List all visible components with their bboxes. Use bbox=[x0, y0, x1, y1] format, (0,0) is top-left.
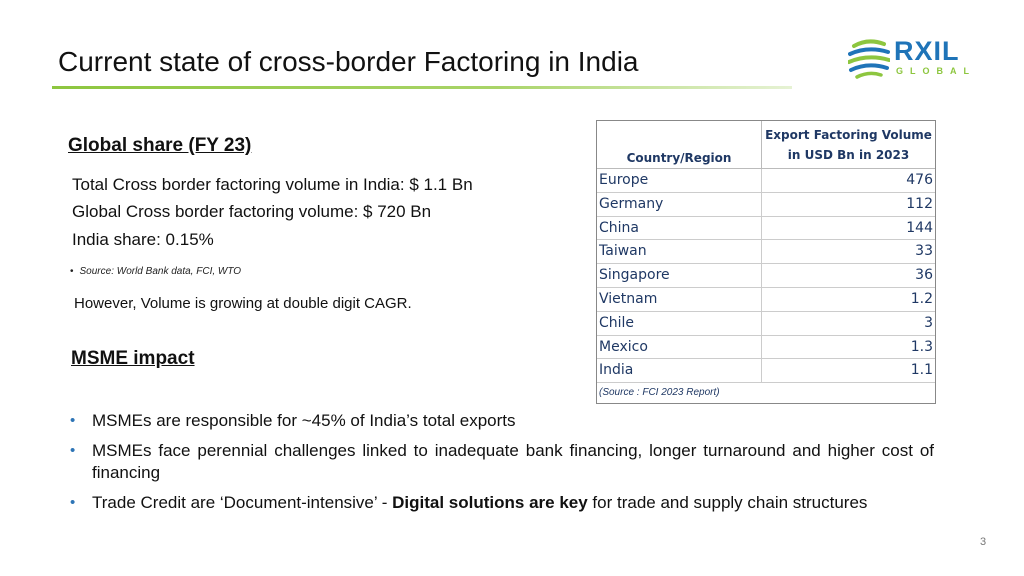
table-row bbox=[597, 336, 935, 360]
msme-impact-heading: MSME impact bbox=[71, 348, 195, 369]
cell-value: 1.3 bbox=[761, 336, 935, 359]
table-row bbox=[597, 169, 935, 193]
table-header bbox=[597, 121, 935, 169]
cell-country: Germany bbox=[599, 195, 664, 212]
table-row bbox=[597, 312, 935, 336]
list-item bbox=[68, 410, 934, 433]
bullet-icon: • bbox=[70, 266, 74, 277]
page-title: Current state of cross-border Factoring in India bbox=[58, 46, 639, 77]
table-row bbox=[597, 193, 935, 217]
bullet-text-pre: Trade Credit are ‘Document-intensive’ - bbox=[92, 492, 393, 512]
cell-value: 1.2 bbox=[761, 288, 935, 311]
column-header-volume-line2: in USD Bn in 2023 bbox=[787, 148, 910, 162]
bullet-text: MSMEs are responsible for ~45% of India’s total exports bbox=[92, 411, 516, 430]
page-number: 3 bbox=[980, 536, 987, 548]
stat-india-share: India share: 0.15% bbox=[72, 230, 214, 249]
stat-india-volume: Total Cross border factoring volume in India: $ 1.1 Bn bbox=[72, 175, 473, 194]
column-header-volume bbox=[761, 121, 935, 168]
export-factoring-table bbox=[596, 120, 936, 404]
stat-global-volume: Global Cross border factoring volume: $ 720 Bn bbox=[72, 202, 432, 221]
cell-country: Mexico bbox=[599, 338, 648, 355]
cell-value: 476 bbox=[761, 169, 935, 192]
global-share-heading: Global share (FY 23) bbox=[68, 135, 252, 156]
cell-value: 36 bbox=[761, 264, 935, 287]
column-header-country: Country/Region bbox=[626, 151, 732, 165]
column-header-volume-line1: Export Factoring Volume bbox=[765, 128, 932, 142]
table-row bbox=[597, 288, 935, 312]
global-share-source bbox=[70, 266, 241, 277]
bullet-text: MSMEs face perennial challenges linked to inadequate bank financing, longer turnaround and higher cost of financing bbox=[92, 440, 934, 482]
cell-country: India bbox=[599, 362, 634, 379]
source-text: Source: World Bank data, FCI, WTO bbox=[79, 266, 242, 277]
cell-country: Taiwan bbox=[599, 243, 647, 260]
list-item bbox=[68, 440, 934, 485]
bullet-text-bold: Digital solutions are key bbox=[392, 492, 588, 512]
globe-icon bbox=[848, 36, 890, 80]
rxil-global-logo bbox=[848, 34, 976, 84]
table-source: (Source : FCI 2023 Report) bbox=[599, 387, 720, 399]
table-row bbox=[597, 240, 935, 264]
title-divider bbox=[52, 86, 792, 89]
msme-bullet-list bbox=[68, 410, 934, 521]
cell-value: 1.1 bbox=[761, 359, 935, 382]
cell-country: Singapore bbox=[599, 267, 670, 284]
logo-wordmark: RXIL bbox=[894, 36, 960, 66]
logo-subtext: GLOBAL bbox=[896, 66, 976, 76]
table-row bbox=[597, 217, 935, 241]
cell-country: China bbox=[599, 219, 639, 236]
cell-value: 33 bbox=[761, 240, 935, 263]
table-row bbox=[597, 359, 935, 383]
growth-note: However, Volume is growing at double digit CAGR. bbox=[74, 295, 412, 312]
cell-value: 144 bbox=[761, 217, 935, 240]
cell-country: Vietnam bbox=[599, 290, 658, 307]
cell-value: 3 bbox=[761, 312, 935, 335]
table-row bbox=[597, 264, 935, 288]
bullet-text-post: for trade and supply chain structures bbox=[587, 492, 868, 512]
cell-value: 112 bbox=[761, 193, 935, 216]
cell-country: Europe bbox=[599, 172, 649, 188]
list-item bbox=[68, 492, 934, 515]
cell-country: Chile bbox=[599, 314, 635, 331]
